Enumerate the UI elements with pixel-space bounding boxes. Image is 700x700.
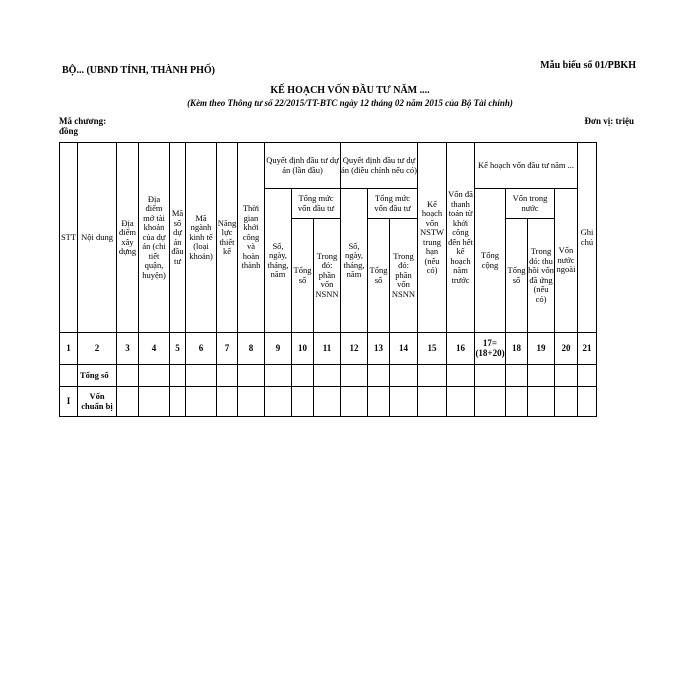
column-number: 2 [78, 333, 117, 365]
table-cell [447, 387, 475, 417]
table-cell [186, 387, 217, 417]
column-number: 5 [170, 333, 186, 365]
column-number: 20 [555, 333, 578, 365]
column-number: 19 [528, 333, 555, 365]
column-number: 10 [292, 333, 314, 365]
column-number: 3 [117, 333, 139, 365]
table-cell [475, 387, 506, 417]
column-number: 11 [314, 333, 341, 365]
column-number: 15 [418, 333, 447, 365]
table-cell [447, 365, 475, 387]
column-number: 13 [368, 333, 390, 365]
row-stt [60, 365, 78, 387]
col-note: Ghi chú [578, 143, 597, 333]
table-cell [555, 387, 578, 417]
table-row [60, 387, 597, 417]
table-cell [170, 365, 186, 387]
col-capacity: Năng lực thiết kế [217, 143, 238, 333]
header-row-1 [60, 143, 597, 189]
table-cell [217, 387, 238, 417]
row-content: Vốn chuẩn bị [78, 387, 117, 417]
column-number: 21 [578, 333, 597, 365]
table-cell [578, 387, 597, 417]
table-cell [139, 387, 170, 417]
adjusted-total: Tổng số [368, 219, 390, 333]
document-subtitle: (Kèm theo Thông tư số 22/2015/TT-BTC ngày 12 tháng 02 năm 2015 của Bộ Tài chính) [187, 98, 513, 108]
column-number: 12 [341, 333, 368, 365]
initial-total: Tổng số [292, 219, 314, 333]
adjusted-total-investment: Tổng mức vốn đầu tư [368, 189, 418, 219]
table-cell [341, 387, 368, 417]
table-cell [418, 365, 447, 387]
column-number-row [60, 333, 597, 365]
column-number: 18 [506, 333, 528, 365]
table-row [60, 365, 597, 387]
table-cell [390, 365, 418, 387]
col-duration: Thời gian khởi công và hoàn thành [238, 143, 265, 333]
table-cell [217, 365, 238, 387]
table-cell [506, 387, 528, 417]
table-cell [292, 387, 314, 417]
group-annual-plan: Kế hoạch vốn đầu tư năm ... [475, 143, 578, 189]
table-cell [265, 387, 292, 417]
col-paid-capital: Vốn đã thanh toán từ khởi công đến hết kế hoạch năm trước [447, 143, 475, 333]
chapter-code-label: Mã chương: [59, 116, 107, 126]
initial-nsnn-share: Trong đó: phần vốn NSNN [314, 219, 341, 333]
plan-domestic-capital: Vốn trong nước [506, 189, 555, 219]
row-stt: I [60, 387, 78, 417]
table-cell [238, 387, 265, 417]
table-cell [314, 365, 341, 387]
row-content: Tổng số [78, 365, 117, 387]
col-sector-code: Mã ngành kinh tế (loại khoản) [186, 143, 217, 333]
table-cell [528, 365, 555, 387]
initial-decision-number: Số, ngày, tháng, năm [265, 189, 292, 333]
column-number: 6 [186, 333, 217, 365]
group-initial-decision: Quyết định đầu tư dự án (lần đầu) [265, 143, 341, 189]
col-stt: STT [60, 143, 78, 333]
col-account-location: Địa điểm mở tài khoản của dự án (chi tiết quận, huyện) [139, 143, 170, 333]
plan-grand-total: Tổng cộng [475, 189, 506, 333]
table-cell [117, 387, 139, 417]
chapter-code-continued: đồng [59, 126, 79, 136]
table-cell [368, 387, 390, 417]
table-cell [238, 365, 265, 387]
table-cell [528, 387, 555, 417]
form-code: Mẫu biểu số 01/PBKH [540, 60, 636, 71]
group-adjusted-decision: Quyết định đầu tư dự án (điều chỉnh nếu có) [341, 143, 418, 189]
table-cell [578, 365, 597, 387]
col-content: Nội dung [78, 143, 117, 333]
column-number: 16 [447, 333, 475, 365]
table-cell [139, 365, 170, 387]
plan-foreign-capital: Vốn nước ngoài [555, 189, 578, 333]
domestic-total: Tổng số [506, 219, 528, 333]
table-cell [314, 387, 341, 417]
column-number: 1 [60, 333, 78, 365]
table-cell [292, 365, 314, 387]
adjusted-decision-number: Số, ngày, tháng, năm [341, 189, 368, 333]
col-project-code: Mã số dự án đầu tư [170, 143, 186, 333]
column-number: 7 [217, 333, 238, 365]
investment-plan-table [59, 142, 597, 417]
col-location: Địa điểm xây dựng [117, 143, 139, 333]
unit-label: Đơn vị: triệu [584, 116, 634, 126]
table-cell [265, 365, 292, 387]
column-number: 14 [390, 333, 418, 365]
table-cell [186, 365, 217, 387]
table-cell [555, 365, 578, 387]
col-medium-term-plan: Kế hoạch vốn NSTW trung hạn (nếu có) [418, 143, 447, 333]
chapter-code [59, 116, 106, 136]
table-cell [506, 365, 528, 387]
table-cell [341, 365, 368, 387]
initial-total-investment: Tổng mức vốn đầu tư [292, 189, 341, 219]
adjusted-nsnn-share: Trong đó: phần vốn NSNN [390, 219, 418, 333]
column-number: 9 [265, 333, 292, 365]
table-cell [418, 387, 447, 417]
domestic-recovered: Trong đó: thu hồi vốn đã ứng (nếu có) [528, 219, 555, 333]
table-cell [475, 365, 506, 387]
table-cell [170, 387, 186, 417]
table-cell [368, 365, 390, 387]
table-cell [390, 387, 418, 417]
ministry-name: BỘ... (UBND TỈNH, THÀNH PHỐ) [62, 65, 215, 76]
document-title: KẾ HOẠCH VỐN ĐẦU TƯ NĂM .... [270, 85, 430, 96]
column-number: 8 [238, 333, 265, 365]
column-number: 4 [139, 333, 170, 365]
column-number: 17=(18+20) [475, 333, 506, 365]
table-cell [117, 365, 139, 387]
